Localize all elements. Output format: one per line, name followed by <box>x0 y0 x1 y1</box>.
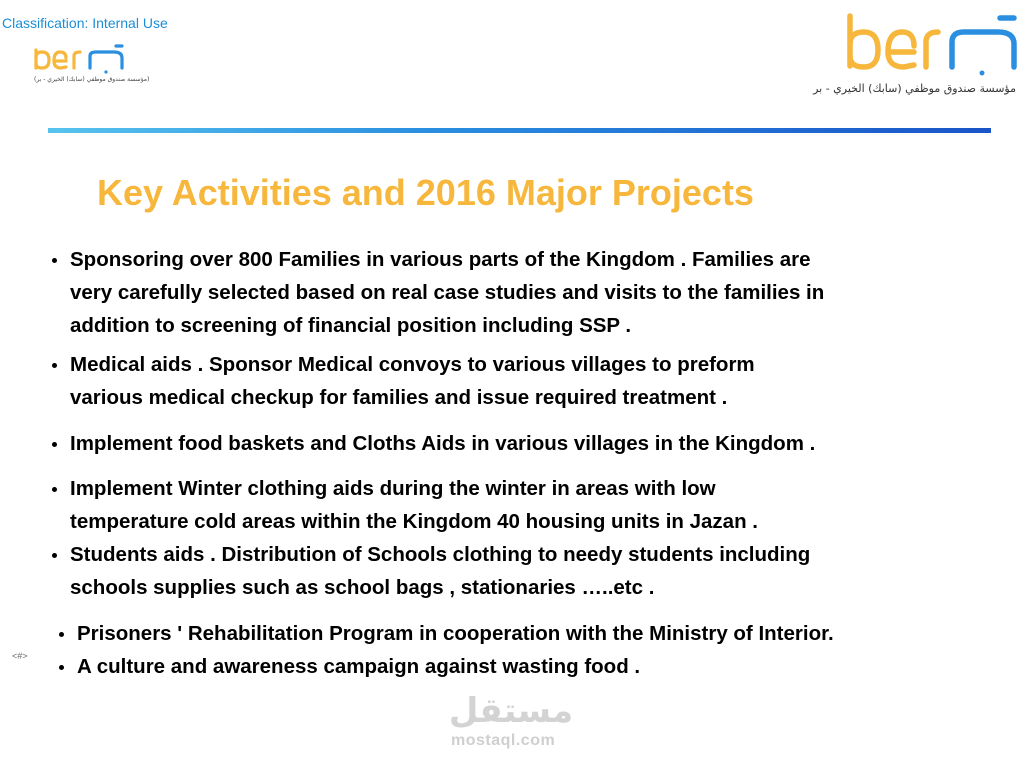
list-item <box>70 348 755 414</box>
berr-logo-icon <box>842 10 1022 76</box>
list-item-text: Implement food baskets and Cloths Aids in various villages in the Kingdom . <box>70 432 816 455</box>
list-item <box>70 472 758 538</box>
logo-small-caption: (مؤسسة صندوق موظفي (سابك) الخيري - بر) <box>34 76 150 83</box>
list-item-text: various medical checkup for families and issue required treatment . <box>70 386 728 409</box>
bullet-icon <box>59 632 64 637</box>
list-item-text: Students aids . Distribution of Schools clothing to needy students including <box>70 543 811 566</box>
list-item <box>70 427 815 460</box>
list-item-text: very carefully selected based on real case studies and visits to the families in <box>70 281 825 304</box>
list-item <box>70 538 810 604</box>
list-item-text: Medical aids . Sponsor Medical convoys to various villages to preform <box>70 353 755 376</box>
bullet-icon <box>52 363 57 368</box>
list-item-text: Implement Winter clothing aids during the winter in areas with low <box>70 477 716 500</box>
list-item <box>77 617 834 650</box>
mostaql-watermark <box>445 690 580 752</box>
berr-logo-large <box>813 10 1022 102</box>
berr-logo-icon <box>32 42 132 76</box>
bullet-icon <box>59 665 64 670</box>
watermark-arabic: مستقل <box>448 691 574 730</box>
mostaql-watermark-icon <box>447 690 577 730</box>
list-item-text: schools supplies such as school bags , stationaries …..etc . <box>70 576 655 599</box>
list-item-text: temperature cold areas within the Kingdom 40 housing units in Jazan . <box>70 510 759 533</box>
bullet-icon <box>52 553 57 558</box>
list-item <box>77 650 640 683</box>
berr-logo-small <box>32 42 150 90</box>
list-item-text: addition to screening of financial position including SSP . <box>70 314 632 337</box>
bullet-icon <box>52 487 57 492</box>
list-item <box>70 243 824 342</box>
watermark-text: mostaql.com <box>451 732 556 749</box>
bullet-icon <box>52 442 57 447</box>
list-item-text: Sponsoring over 800 Families in various parts of the Kingdom . Families are <box>70 248 811 271</box>
slide-title: Key Activities and 2016 Major Projects <box>97 172 754 213</box>
logo-large-caption: مؤسسة صندوق موظفي (سابك) الخيري - بر <box>813 82 1016 95</box>
list-item-text: A culture and awareness campaign against wasting food . <box>77 655 641 678</box>
header-divider <box>48 128 991 133</box>
slide-number: <#> <box>12 651 28 661</box>
bullet-icon <box>52 258 57 263</box>
classification-label: Classification: Internal Use <box>2 15 168 31</box>
list-item-text: Prisoners ' Rehabilitation Program in cooperation with the Ministry of Interior. <box>77 622 834 645</box>
